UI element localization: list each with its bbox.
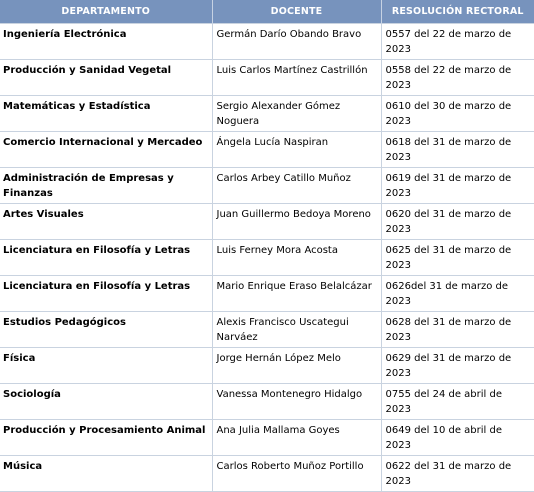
- cell-departamento: Física: [0, 348, 212, 384]
- header-docente: DOCENTE: [212, 0, 381, 24]
- table-row: [0, 420, 534, 456]
- cell-resolucion: 0626del 31 de marzo de 2023: [381, 276, 534, 312]
- cell-docente: Sergio Alexander Gómez Noguera: [212, 96, 381, 132]
- cell-departamento: Estudios Pedagógicos: [0, 312, 212, 348]
- table-row: [0, 312, 534, 348]
- cell-docente: Germán Darío Obando Bravo: [212, 24, 381, 60]
- header-resolucion: RESOLUCIÓN RECTORAL: [381, 0, 534, 24]
- cell-resolucion: 0558 del 22 de marzo de 2023: [381, 60, 534, 96]
- cell-resolucion: 0755 del 24 de abril de 2023: [381, 384, 534, 420]
- table-row: [0, 24, 534, 60]
- cell-resolucion: 0629 del 31 de marzo de 2023: [381, 348, 534, 384]
- cell-docente: Luis Ferney Mora Acosta: [212, 240, 381, 276]
- table-row: [0, 168, 534, 204]
- cell-docente: Juan Guillermo Bedoya Moreno: [212, 204, 381, 240]
- table-row: [0, 456, 534, 492]
- cell-departamento: Producción y Sanidad Vegetal: [0, 60, 212, 96]
- cell-departamento: Matemáticas y Estadística: [0, 96, 212, 132]
- table-row: [0, 96, 534, 132]
- table-row: [0, 276, 534, 312]
- cell-docente: Alexis Francisco Uscategui Narváez: [212, 312, 381, 348]
- cell-resolucion: 0610 del 30 de marzo de 2023: [381, 96, 534, 132]
- cell-docente: Ángela Lucía Naspiran: [212, 132, 381, 168]
- cell-resolucion: 0628 del 31 de marzo de 2023: [381, 312, 534, 348]
- table-header-row: [0, 0, 534, 24]
- cell-departamento: Sociología: [0, 384, 212, 420]
- cell-departamento: Administración de Empresas y Finanzas: [0, 168, 212, 204]
- cell-docente: Ana Julia Mallama Goyes: [212, 420, 381, 456]
- cell-docente: Luis Carlos Martínez Castrillón: [212, 60, 381, 96]
- cell-docente: Vanessa Montenegro Hidalgo: [212, 384, 381, 420]
- cell-departamento: Ingeniería Electrónica: [0, 24, 212, 60]
- table-row: [0, 132, 534, 168]
- cell-departamento: Artes Visuales: [0, 204, 212, 240]
- cell-resolucion: 0625 del 31 de marzo de 2023: [381, 240, 534, 276]
- cell-docente: Jorge Hernán López Melo: [212, 348, 381, 384]
- cell-departamento: Licenciatura en Filosofía y Letras: [0, 276, 212, 312]
- cell-resolucion: 0619 del 31 de marzo de 2023: [381, 168, 534, 204]
- table-row: [0, 240, 534, 276]
- cell-resolucion: 0557 del 22 de marzo de 2023: [381, 24, 534, 60]
- cell-resolucion: 0620 del 31 de marzo de 2023: [381, 204, 534, 240]
- cell-departamento: Comercio Internacional y Mercadeo: [0, 132, 212, 168]
- table-row: [0, 204, 534, 240]
- cell-resolucion: 0649 del 10 de abril de 2023: [381, 420, 534, 456]
- table-row: [0, 60, 534, 96]
- cell-departamento: Música: [0, 456, 212, 492]
- cell-docente: Carlos Roberto Muñoz Portillo: [212, 456, 381, 492]
- cell-departamento: Licenciatura en Filosofía y Letras: [0, 240, 212, 276]
- cell-departamento: Producción y Procesamiento Animal: [0, 420, 212, 456]
- table-row: [0, 384, 534, 420]
- table-row: [0, 348, 534, 384]
- header-departamento: DEPARTAMENTO: [0, 0, 212, 24]
- cell-docente: Mario Enrique Eraso Belalcázar: [212, 276, 381, 312]
- cell-resolucion: 0622 del 31 de marzo de 2023: [381, 456, 534, 492]
- cell-resolucion: 0618 del 31 de marzo de 2023: [381, 132, 534, 168]
- cell-docente: Carlos Arbey Catillo Muñoz: [212, 168, 381, 204]
